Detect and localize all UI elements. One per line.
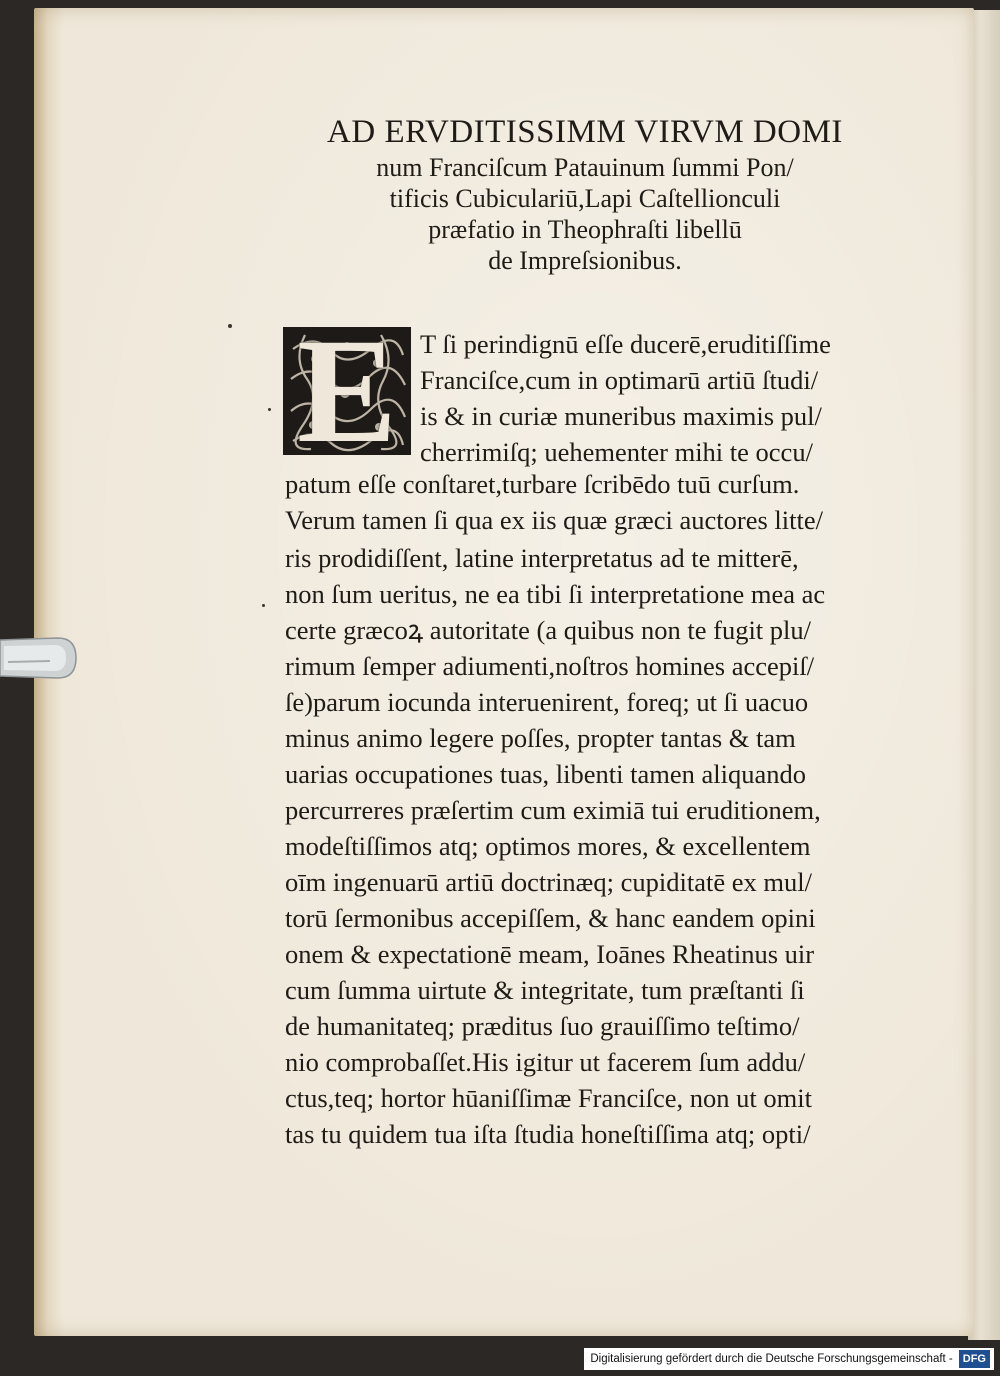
text-line: rimum ſemper adiumenti,noſtros homines accepiſ/ <box>285 651 815 681</box>
text-line: tas tu quidem tua iſta ſtudia honeſtiſſima atq; opti/ <box>285 1119 811 1149</box>
ink-speck <box>268 408 271 411</box>
initial-letter: E <box>296 327 398 455</box>
heading-line: de Impreſsionibus. <box>488 246 682 275</box>
heading-line: præfatio in Theophraſti libellū <box>428 215 742 244</box>
text-line: cherrimiſq; uehementer mihi te occu/ <box>420 437 813 467</box>
text-line: uarias occupationes tuas, libenti tamen aliquando <box>285 759 807 789</box>
text-line: minus animo legere poſſes, propter tantas & tam <box>285 723 796 753</box>
text-line: certe græcoꝝ autoritate (a quibus non te fugit plu/ <box>285 615 812 645</box>
heading-line: num Franciſcum Patauinum ſummi Pon/ <box>376 153 794 182</box>
digitization-credit <box>584 1348 994 1370</box>
text-line: de humanitateq; præditus ſuo grauiſſimo teſtimo/ <box>285 1011 800 1041</box>
text-line: is & in curiæ muneribus maximis pul/ <box>420 401 822 431</box>
credit-text: Digitalisierung gefördert durch die Deutsche Forschungsgemeinschaft - <box>590 1353 953 1365</box>
text-line: torū ſermonibus accepiſſem, & hanc eandem opini <box>285 903 816 933</box>
ink-speck <box>262 604 265 607</box>
dfg-logo: DFG <box>959 1350 990 1368</box>
text-line: ctus,teq; hortor hūaniſſimæ Franciſce, non ut omit <box>285 1083 812 1113</box>
text-line: modeſtiſſimos atq; optimos mores, & excellentem <box>285 831 811 861</box>
text-line: patum eſſe conſtaret,turbare ſcribēdo tuū curſum. <box>285 469 800 499</box>
text-line: Franciſce,cum in optimarū artiū ſtudi/ <box>420 365 819 395</box>
heading-line: AD ERVDITISSIMM VIRVM DOMI <box>327 114 843 150</box>
heading-line: tificis Cubiculariū,Lapi Caſtellionculi <box>389 184 781 213</box>
text-line: oīm ingenuarū artiū doctrinæq; cupiditatē ex mul/ <box>285 867 812 897</box>
text-line: non ſum ueritus, ne ea tibi ſi interpretatione mea ac <box>285 579 826 609</box>
text-line: ſe)parum iocunda interuenirent, foreq; ut ſi uacuo <box>285 687 809 717</box>
ink-speck <box>228 324 232 328</box>
text-line: T ſi perindignū eſſe ducerē,eruditiſſime <box>420 329 831 359</box>
text-line: onem & expectationē meam, Ioānes Rheatinus uir <box>285 939 815 969</box>
text-line: cum ſumma uirtute & integritate, tum præſtanti ſi <box>285 975 805 1005</box>
text-line: percurreres præſertim cum eximiā tui eruditionem, <box>285 795 821 825</box>
text-line: ris prodidiſſent, latine interpretatus ad te mitterē, <box>285 543 799 573</box>
text-line: Verum tamen ſi qua ex iis quæ græci auctores litte/ <box>285 505 823 535</box>
text-line: nio comprobaſſet.His igitur ut facerem ſum addu/ <box>285 1047 806 1077</box>
